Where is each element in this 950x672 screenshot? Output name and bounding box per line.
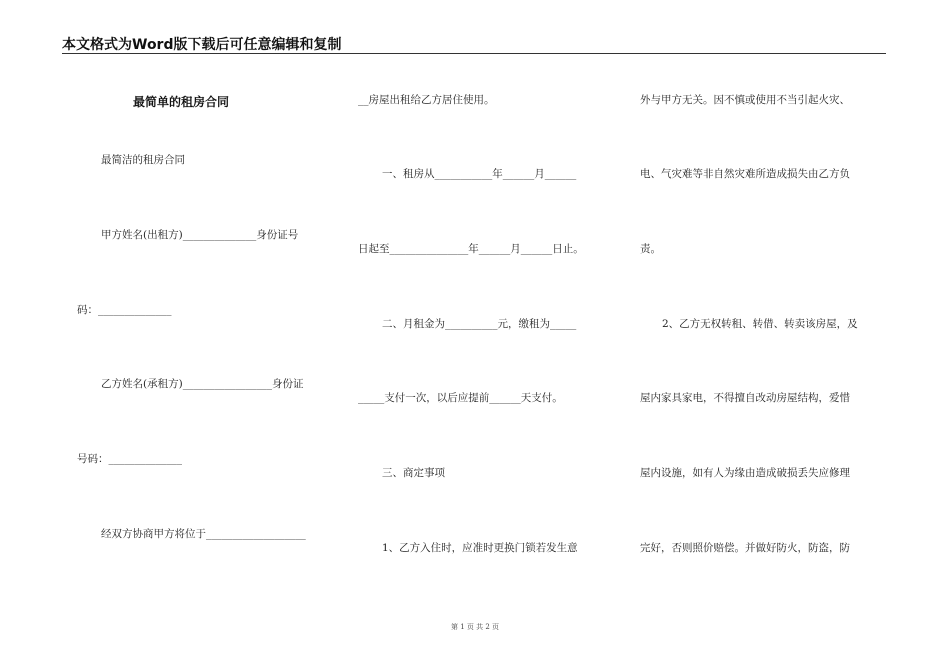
col3-line-3: 责。 [640, 243, 661, 255]
document-title: 最简单的租房合同 [133, 95, 230, 109]
page-number: 第 1 页 共 2 页 [450, 623, 500, 631]
col1-line-6: 经双方协商甲方将位于___________________ [101, 528, 306, 540]
col1-line-1: 最简洁的租房合同 [101, 154, 185, 166]
col3-line-4: 2、乙方无权转租、转借、转卖该房屋，及 [662, 318, 858, 330]
col1-line-2: 甲方姓名(出租方)______________身份证号 [101, 229, 299, 241]
col1-line-3: 码：______________ [77, 304, 172, 316]
col3-line-6: 屋内设施，如有人为缘由造成破损丢失应修理 [640, 467, 850, 479]
document-header: 本文格式为Word版下载后可任意编辑和复制 [62, 37, 342, 53]
col2-line-6: 三、商定事项 [382, 467, 445, 479]
col2-line-1: __房屋出租给乙方居住使用。 [358, 94, 495, 106]
col1-line-5: 号码：______________ [77, 453, 182, 465]
header-divider [62, 53, 886, 54]
col3-line-5: 屋内家具家电，不得擅自改动房屋结构，爱惜 [640, 392, 850, 404]
col2-line-4: 二、月租金为__________元，缴租为_____ [382, 318, 577, 330]
col1-line-4: 乙方姓名(承租方)_________________身份证 [101, 378, 304, 390]
col3-line-2: 电、气灾难等非自然灾难所造成损失由乙方负 [640, 168, 850, 180]
col2-line-2: 一、租房从___________年______月______ [382, 168, 577, 180]
col3-line-1: 外与甲方无关。因不慎或使用不当引起火灾、 [640, 94, 850, 106]
col2-line-5: _____支付一次，以后应提前______天支付。 [358, 392, 563, 404]
col2-line-3: 日起至_______________年______月______日止。 [358, 243, 584, 255]
col3-line-7: 完好，否则照价赔偿。并做好防火，防盗，防 [640, 542, 850, 554]
col2-line-7: 1、乙方入住时，应准时更换门锁若发生意 [382, 542, 578, 554]
